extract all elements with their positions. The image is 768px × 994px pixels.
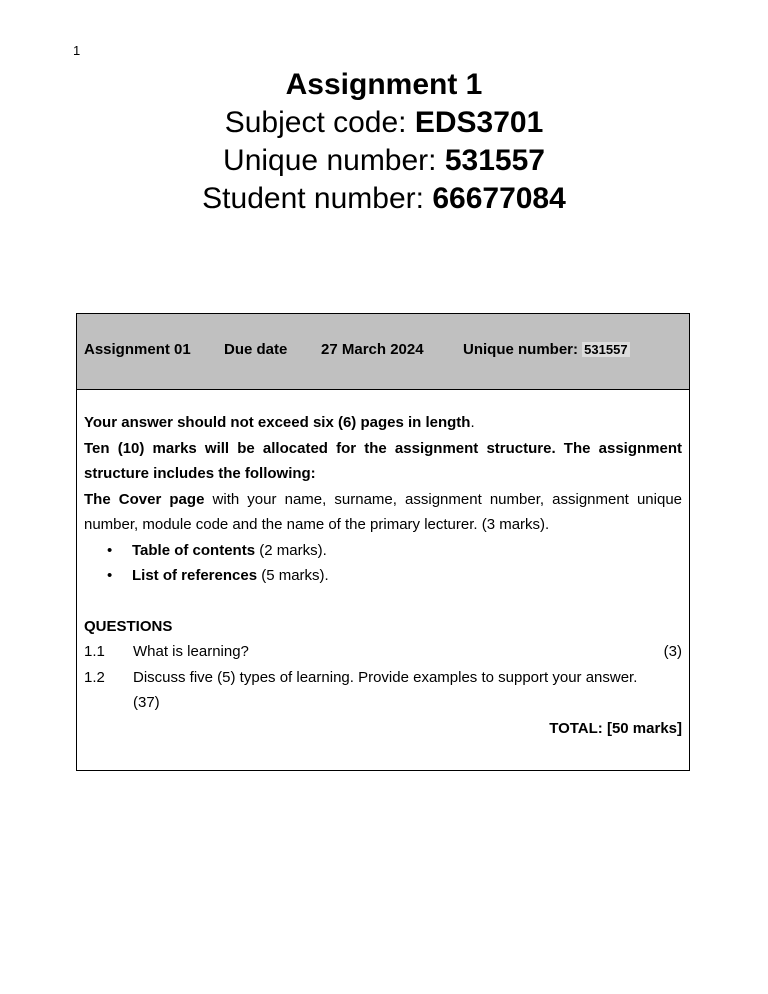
structure-list	[84, 538, 682, 589]
unique-number-value: 531557	[444, 144, 545, 177]
question-text: What is learning?	[133, 643, 249, 660]
unique-number-label: Unique number:	[223, 144, 445, 177]
subject-code-value: EDS3701	[414, 106, 544, 139]
header-due-label: Due date	[224, 341, 288, 358]
structure-note: Ten (10) marks will be allocated for the assignment structure. The assignment structure includes the following:	[84, 439, 682, 482]
subject-code-line	[0, 104, 768, 142]
length-note	[84, 410, 682, 436]
list-item-bold: List of references	[132, 567, 258, 584]
student-number-label: Student number:	[202, 182, 433, 215]
assignment-box-header	[77, 314, 689, 390]
cover-page-text: with your name, surname, assignment number, assignment unique number, module code and the name of the primary lecturer. (3 marks).	[84, 490, 683, 533]
list-item-text: (5 marks).	[257, 567, 329, 584]
list-item-bold: Table of contents	[132, 541, 256, 559]
total-marks: TOTAL: [50 marks]	[549, 719, 682, 737]
question-marks: (37)	[133, 694, 160, 711]
cover-title-block	[0, 66, 768, 218]
list-item	[132, 563, 682, 589]
assignment-box-body	[77, 390, 689, 741]
student-number-value: 66677084	[432, 182, 566, 215]
list-item	[132, 538, 682, 564]
header-unique-number	[463, 341, 630, 358]
question-text: Discuss five (5) types of learning. Provide examples to support your answer.	[133, 668, 638, 686]
question-number: 1.1	[84, 643, 105, 660]
assignment-box	[76, 313, 690, 771]
cover-page-bold: The Cover page	[84, 490, 205, 508]
question-row	[84, 639, 682, 665]
spacer	[84, 589, 682, 614]
subject-code-label: Subject code:	[224, 106, 415, 139]
length-note-bold: Your answer should not exceed six (6) pages in length	[84, 414, 471, 431]
question-row	[84, 665, 682, 691]
question-number: 1.2	[84, 668, 105, 686]
header-due-date: 27 March 2024	[321, 341, 424, 358]
list-item-text: (2 marks).	[255, 541, 327, 559]
questions-heading: QUESTIONS	[84, 617, 173, 635]
cover-page-note	[84, 487, 682, 538]
question-marks: (3)	[663, 643, 682, 660]
student-number-line	[0, 180, 768, 218]
header-assignment: Assignment 01	[84, 341, 191, 358]
length-note-end: .	[470, 414, 475, 431]
header-unique-label: Unique number:	[463, 341, 583, 358]
assignment-title: Assignment 1	[285, 68, 483, 101]
page-number: 1	[73, 43, 81, 58]
unique-number-line	[0, 142, 768, 180]
header-unique-value: 531557	[584, 342, 628, 357]
